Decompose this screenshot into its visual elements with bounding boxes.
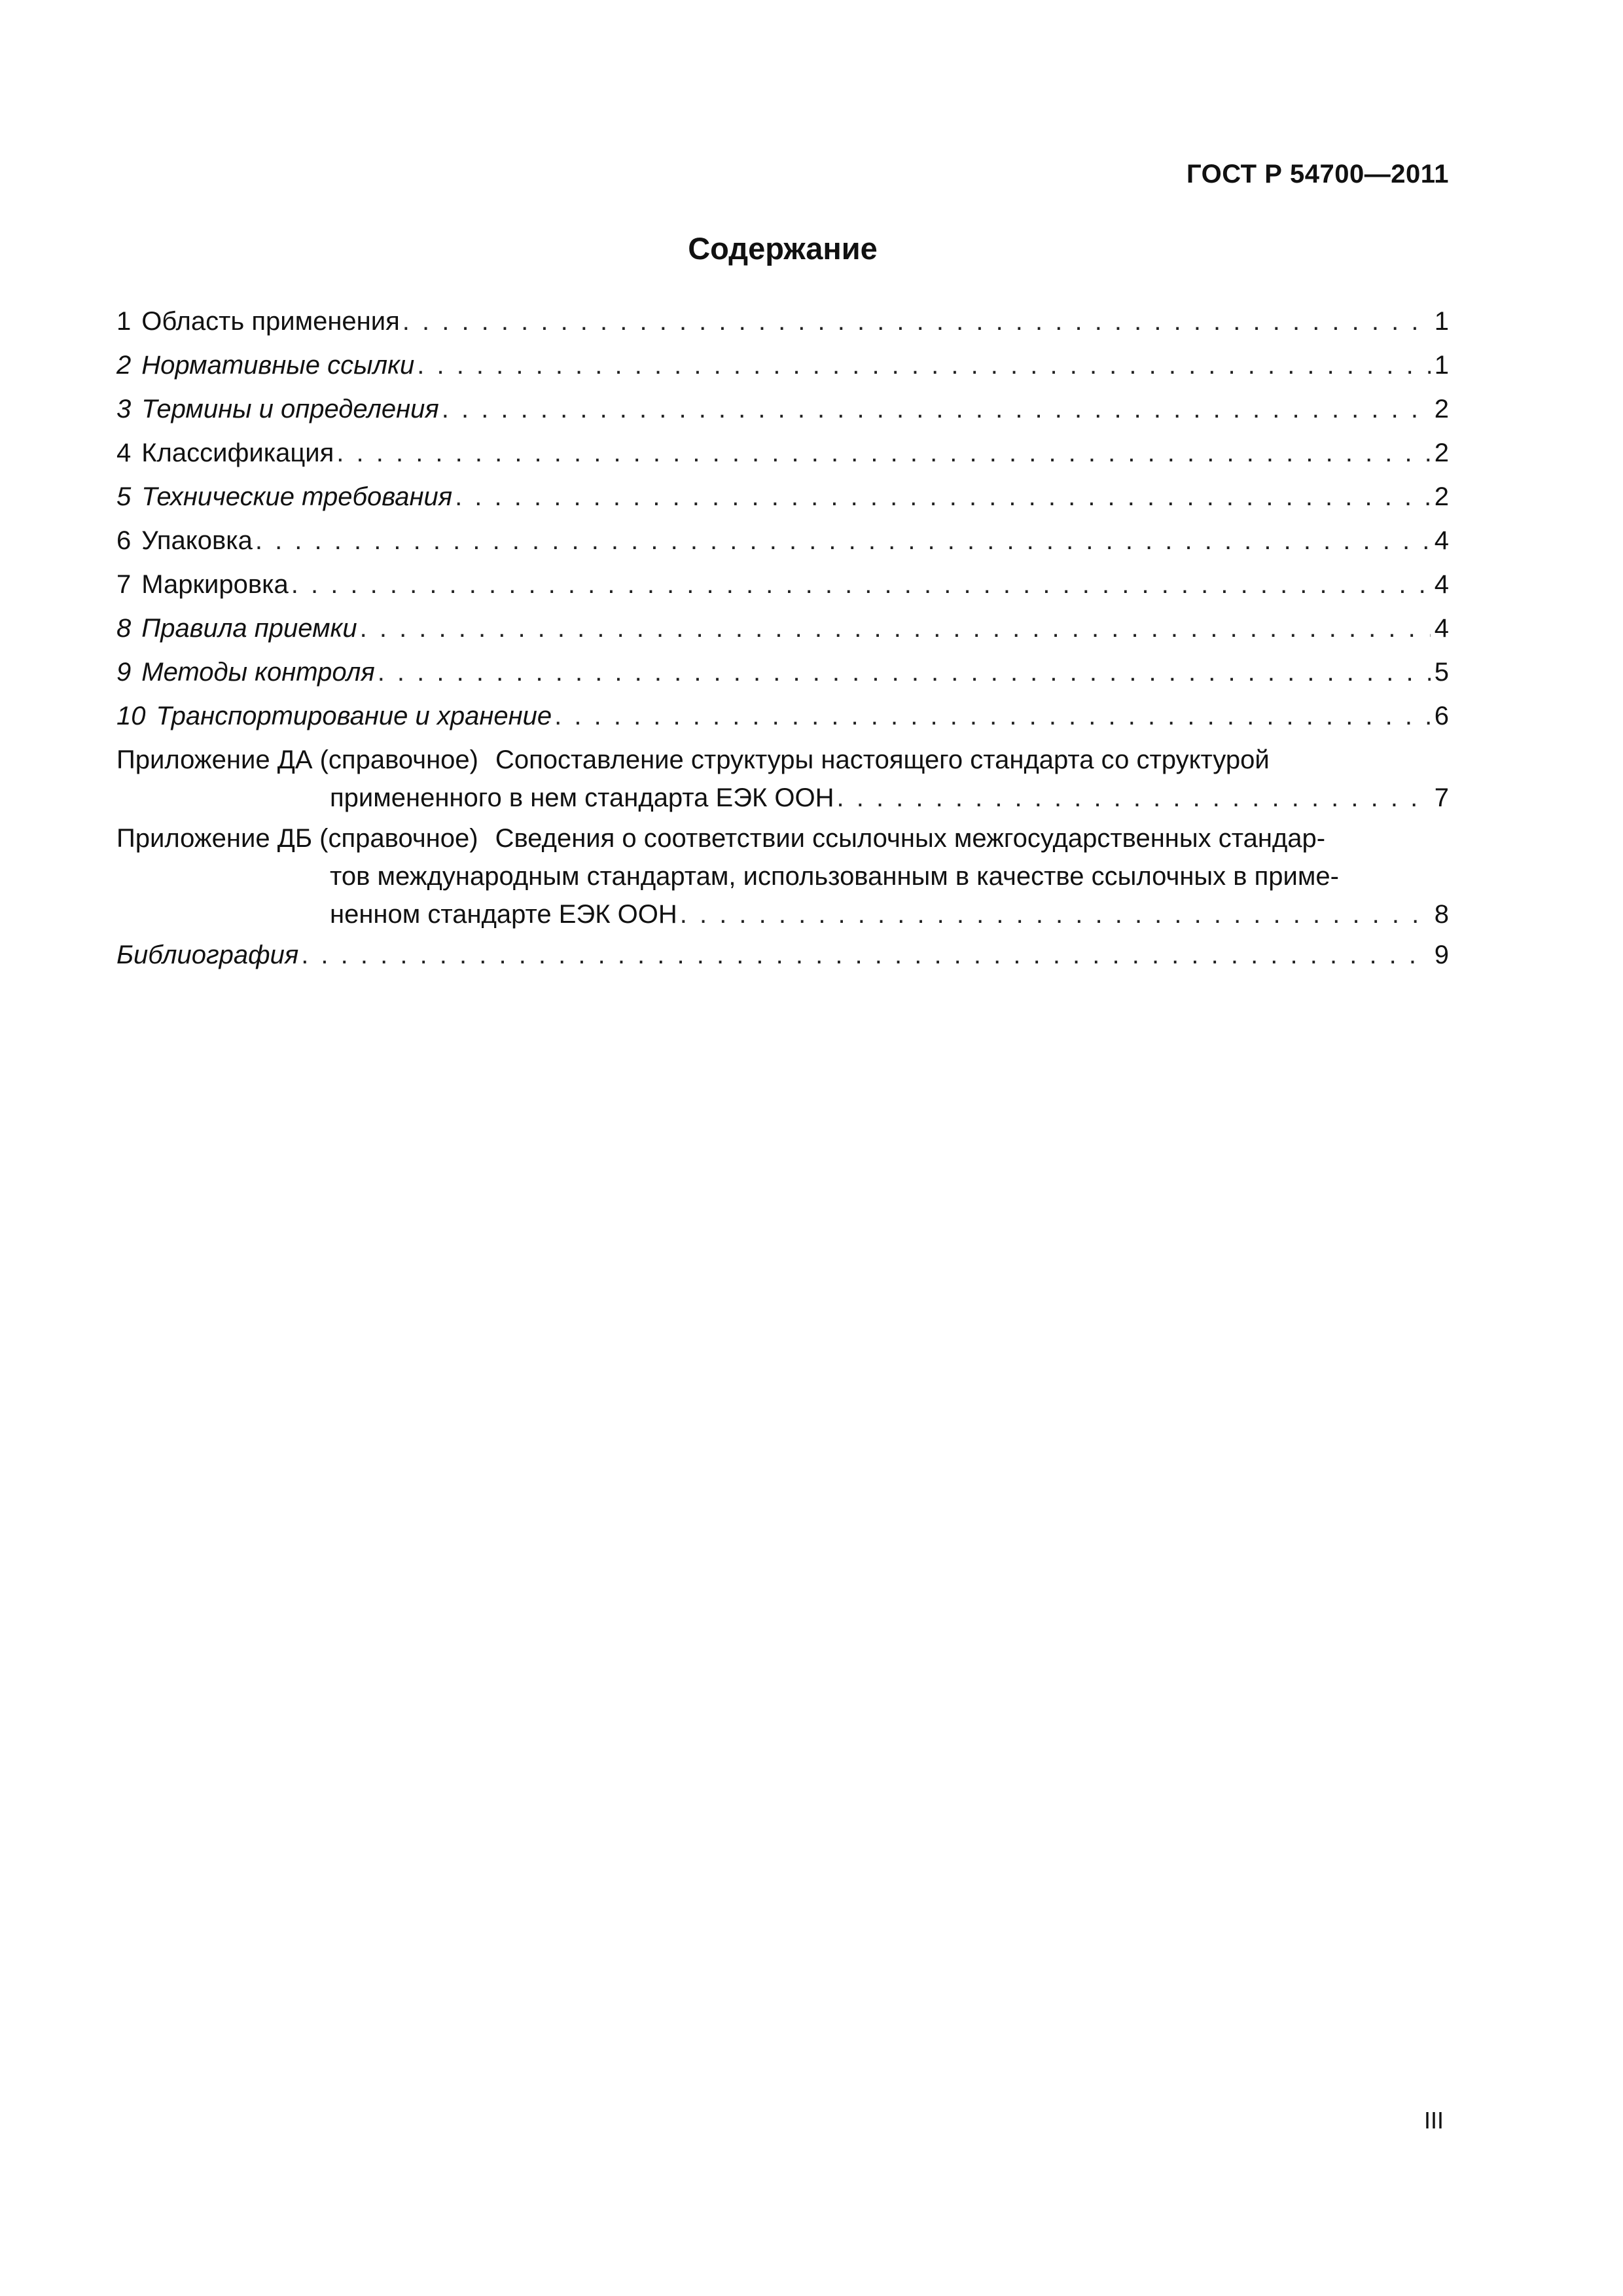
dot-leader	[554, 694, 1431, 738]
annex-prefix: Приложение ДА (справочное)	[116, 745, 478, 774]
page-number: III	[1423, 2107, 1444, 2134]
page-title: Содержание	[688, 231, 878, 266]
toc-entry-6[interactable]	[116, 519, 1449, 563]
toc-entry-label: Упаковка	[141, 526, 253, 555]
toc-entry-page: 4	[1434, 526, 1449, 555]
dot-leader	[402, 300, 1431, 344]
document-code: ГОСТ Р 54700—2011	[1186, 160, 1449, 188]
dot-leader	[442, 387, 1431, 431]
toc-entry-page: 4	[1434, 570, 1449, 599]
toc-entry-4[interactable]	[116, 431, 1449, 475]
dot-leader	[417, 344, 1431, 387]
toc-entry-page: 2	[1434, 395, 1449, 423]
toc-entry-label: Нормативные ссылки	[141, 351, 415, 380]
toc-entry-page: 4	[1434, 614, 1449, 643]
toc-entry-number: 5	[116, 482, 132, 511]
toc-entry-8[interactable]	[116, 607, 1449, 651]
toc-entry-number: 8	[116, 614, 132, 643]
toc-entry-7[interactable]	[116, 563, 1449, 607]
toc-entry-number: 9	[116, 658, 132, 687]
toc-entry-5[interactable]	[116, 475, 1449, 519]
dot-leader	[680, 895, 1431, 933]
toc-entry-page: 2	[1434, 439, 1449, 467]
toc-entry-number: 3	[116, 395, 132, 423]
toc-entry-label: Классификация	[141, 439, 334, 467]
table-of-contents	[116, 300, 1449, 977]
toc-entry-9[interactable]	[116, 651, 1449, 694]
annex-title-line: Сопоставление структуры настоящего стандарта со структурой	[495, 745, 1270, 774]
dot-leader	[837, 779, 1431, 817]
toc-entry-3[interactable]	[116, 387, 1449, 431]
annex-title-line: Сведения о соответствии ссылочных межгосударственных стандар-	[495, 824, 1326, 853]
toc-entry-number: 2	[116, 351, 132, 380]
toc-entry-label: Термины и определения	[141, 395, 439, 423]
toc-entry-page: 1	[1434, 307, 1449, 336]
annex-title-line: тов международным стандартам, использованным в качестве ссылочных в приме-	[330, 862, 1339, 891]
dot-leader	[360, 607, 1431, 651]
toc-entry-bibliography[interactable]	[116, 933, 1449, 977]
toc-entry-page: 7	[1434, 783, 1449, 812]
annex-title-line: ненном стандарте ЕЭК ООН	[330, 900, 677, 929]
toc-entry-10[interactable]	[116, 694, 1449, 738]
dot-leader	[378, 651, 1431, 694]
toc-entry-number: 4	[116, 439, 132, 467]
toc-entry-label: Методы контроля	[141, 658, 375, 687]
toc-entry-2[interactable]	[116, 344, 1449, 387]
toc-entry-1[interactable]	[116, 300, 1449, 344]
toc-entry-number: 1	[116, 307, 132, 336]
dot-leader	[455, 475, 1431, 519]
annex-prefix: Приложение ДБ (справочное)	[116, 824, 478, 853]
toc-entry-label: Правила приемки	[141, 614, 357, 643]
toc-entry-page: 9	[1434, 941, 1449, 969]
toc-entry-number: 10	[116, 702, 146, 730]
toc-entry-page: 8	[1434, 900, 1449, 929]
toc-entry-label: Маркировка	[141, 570, 289, 599]
toc-entry-page: 2	[1434, 482, 1449, 511]
dot-leader	[291, 563, 1431, 607]
toc-entry-number: 7	[116, 570, 132, 599]
toc-entry-label: Транспортирование и хранение	[156, 702, 552, 730]
toc-entry-label: Область применения	[141, 307, 400, 336]
dot-leader	[336, 431, 1430, 475]
toc-entry-page: 6	[1434, 702, 1449, 730]
annex-title-line: примененного в нем стандарта ЕЭК ООН	[330, 783, 834, 812]
toc-entry-label: Технические требования	[141, 482, 453, 511]
toc-entry-page: 1	[1434, 351, 1449, 380]
dot-leader	[255, 519, 1431, 563]
toc-entry-annex-da[interactable]	[116, 741, 1449, 817]
toc-entry-number: 6	[116, 526, 132, 555]
toc-entry-annex-db[interactable]	[116, 819, 1449, 933]
toc-entry-label: Библиография	[116, 941, 299, 969]
toc-entry-page: 5	[1434, 658, 1449, 687]
dot-leader	[301, 933, 1431, 977]
